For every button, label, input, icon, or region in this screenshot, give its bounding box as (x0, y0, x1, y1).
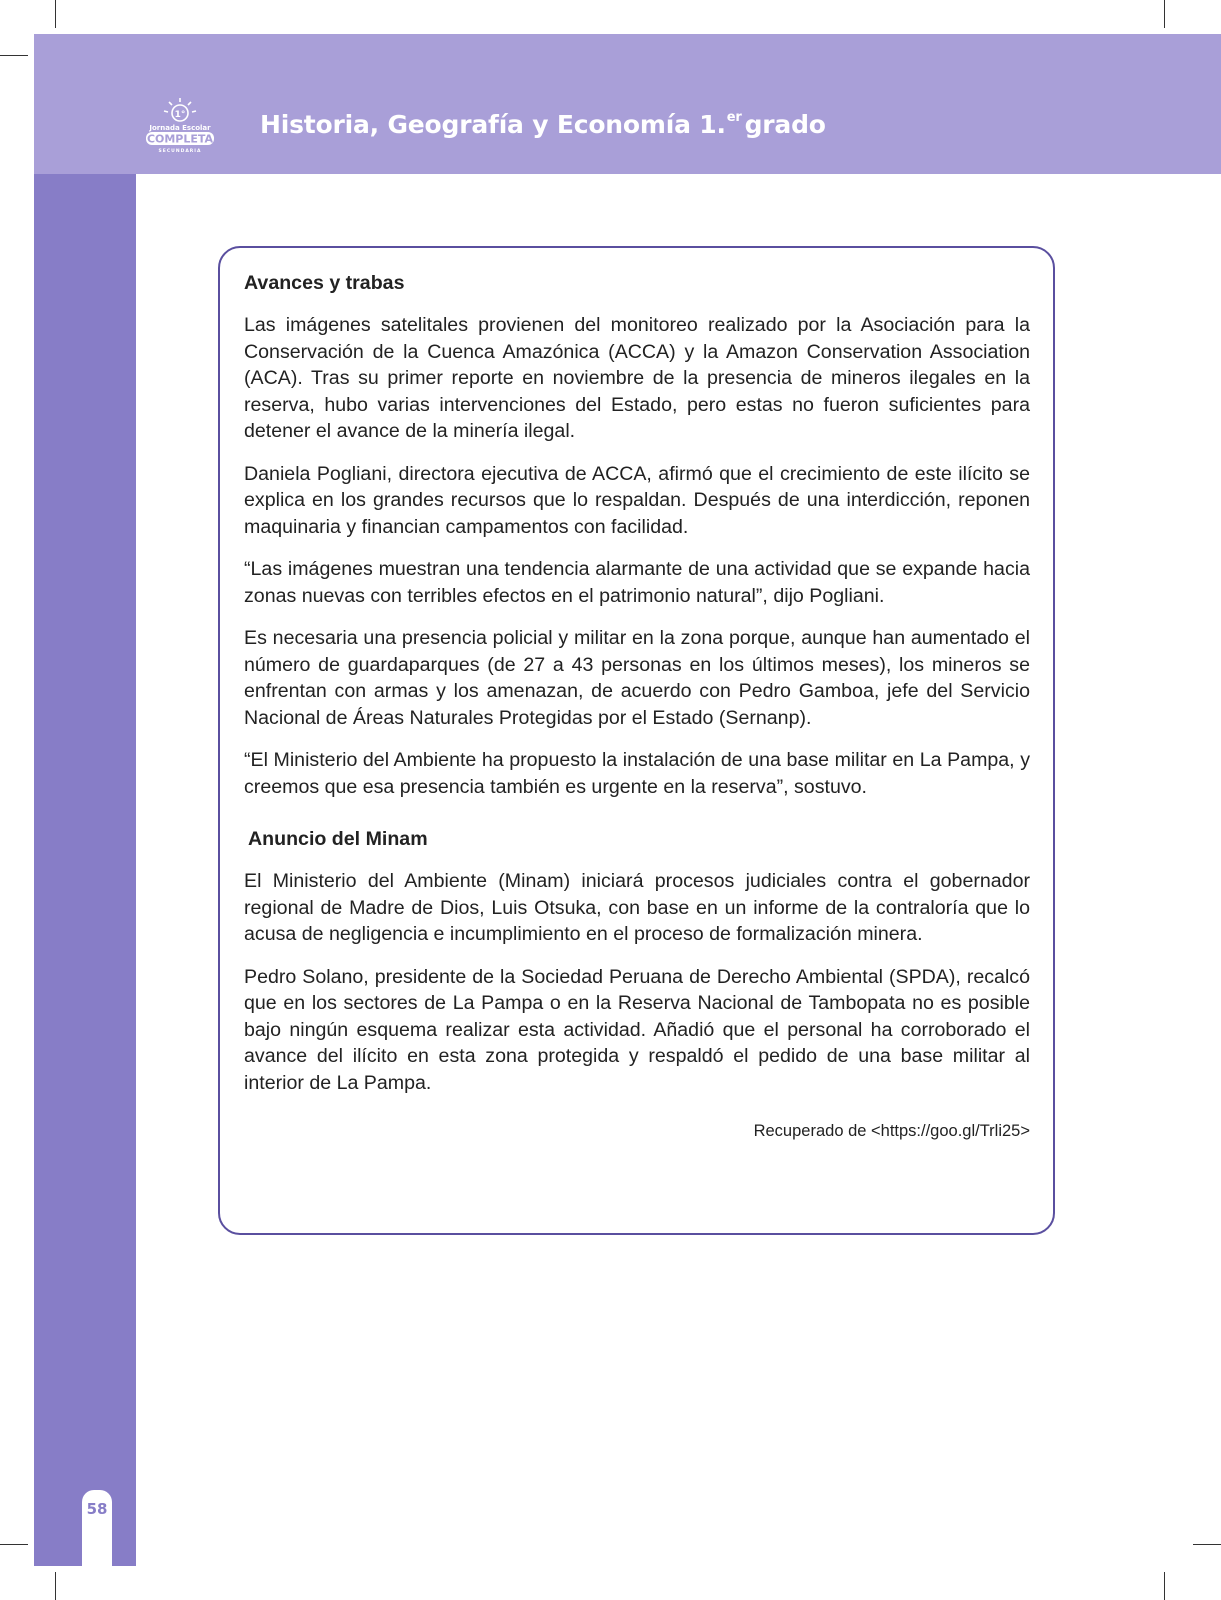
paragraph: Daniela Pogliani, directora ejecutiva de ACCA, afirmó que el crecimiento de este ilícito se explica en los grandes recursos que lo respaldan. Después de una interdicción, reponen maquinaria y financian campamentos con facilidad. (244, 462, 1030, 538)
paragraph: Las imágenes satelitales provienen del monitoreo realizado por la Asociación para la Conservación de la Cuenca Amazónica (ACCA) y la Amazon Conservation Association (ACA). Tras su primer reporte en noviembre de la presencia de mineros ilegales en la reserva, hubo varias intervenciones del Estado, pero estas no fueron suficientes para detener el avance de la minería ilegal. (244, 314, 1030, 442)
logo-line3: SECUNDARIA (158, 149, 202, 154)
header-title-end: grado (744, 110, 826, 139)
crop-mark (1164, 1572, 1165, 1600)
svg-text:1°: 1° (174, 110, 186, 120)
crop-mark (0, 55, 28, 56)
paragraph: El Ministerio del Ambiente (Minam) iniciará procesos judiciales contra el gobernador regional de Madre de Dios, Luis Otsuka, con base en un informe de la contraloría que lo acusa de negligencia e incumplimiento en el proceso de formalización minera. (244, 870, 1030, 945)
paragraph: Es necesaria una presencia policial y militar en la zona porque, aunque han aumentado el número de guardaparques (de 27 a 43 personas en los últimos meses), los mineros se enfrentan con armas y los amenazan, de acuerdo con Pedro Gamboa, jefe del Servicio Nacional de Áreas Naturales Protegidas por el Estado (Sernanp). (244, 627, 1030, 729)
logo-line2: COMPLETA (146, 132, 214, 146)
logo-line1: Jornada Escolar (149, 124, 211, 132)
crop-mark (0, 1544, 28, 1545)
crop-mark (1193, 1544, 1221, 1545)
source-citation: Recuperado de <https://goo.gl/Trli25> (753, 1122, 1030, 1140)
jornada-escolar-completa-logo (140, 94, 220, 156)
header-title (260, 110, 826, 139)
crop-mark (1164, 0, 1165, 28)
paragraph: “El Ministerio del Ambiente ha propuesto la instalación de una base militar en La Pampa, y creemos que esa presencia también es urgente en la reserva”, sostuvo. (244, 749, 1030, 798)
article-content (244, 270, 1030, 1161)
header-title-main: Historia, Geografía y Economía 1. (260, 110, 726, 139)
paragraph: “Las imágenes muestran una tendencia alarmante de una actividad que se expande hacia zonas nuevas con terribles efectos en el patrimonio natural”, dijo Pogliani. (244, 558, 1030, 607)
side-band (34, 174, 136, 1566)
header-title-sup: er (726, 110, 742, 125)
section-heading: Avances y trabas (244, 272, 405, 294)
crop-mark (55, 1572, 56, 1600)
page-number: 58 (86, 1500, 108, 1518)
section-heading: Anuncio del Minam (248, 828, 428, 850)
crop-mark (55, 0, 56, 28)
paragraph: Pedro Solano, presidente de la Sociedad Peruana de Derecho Ambiental (SPDA), recalcó que en los sectores de La Pampa o en la Reserva Nacional de Tambopata no es posible bajo ningún esquema realizar esta actividad. Añadió que el personal ha corroborado el avance del ilícito en esta zona protegida y respaldó el pedido de una base militar al interior de La Pampa. (244, 965, 1030, 1094)
